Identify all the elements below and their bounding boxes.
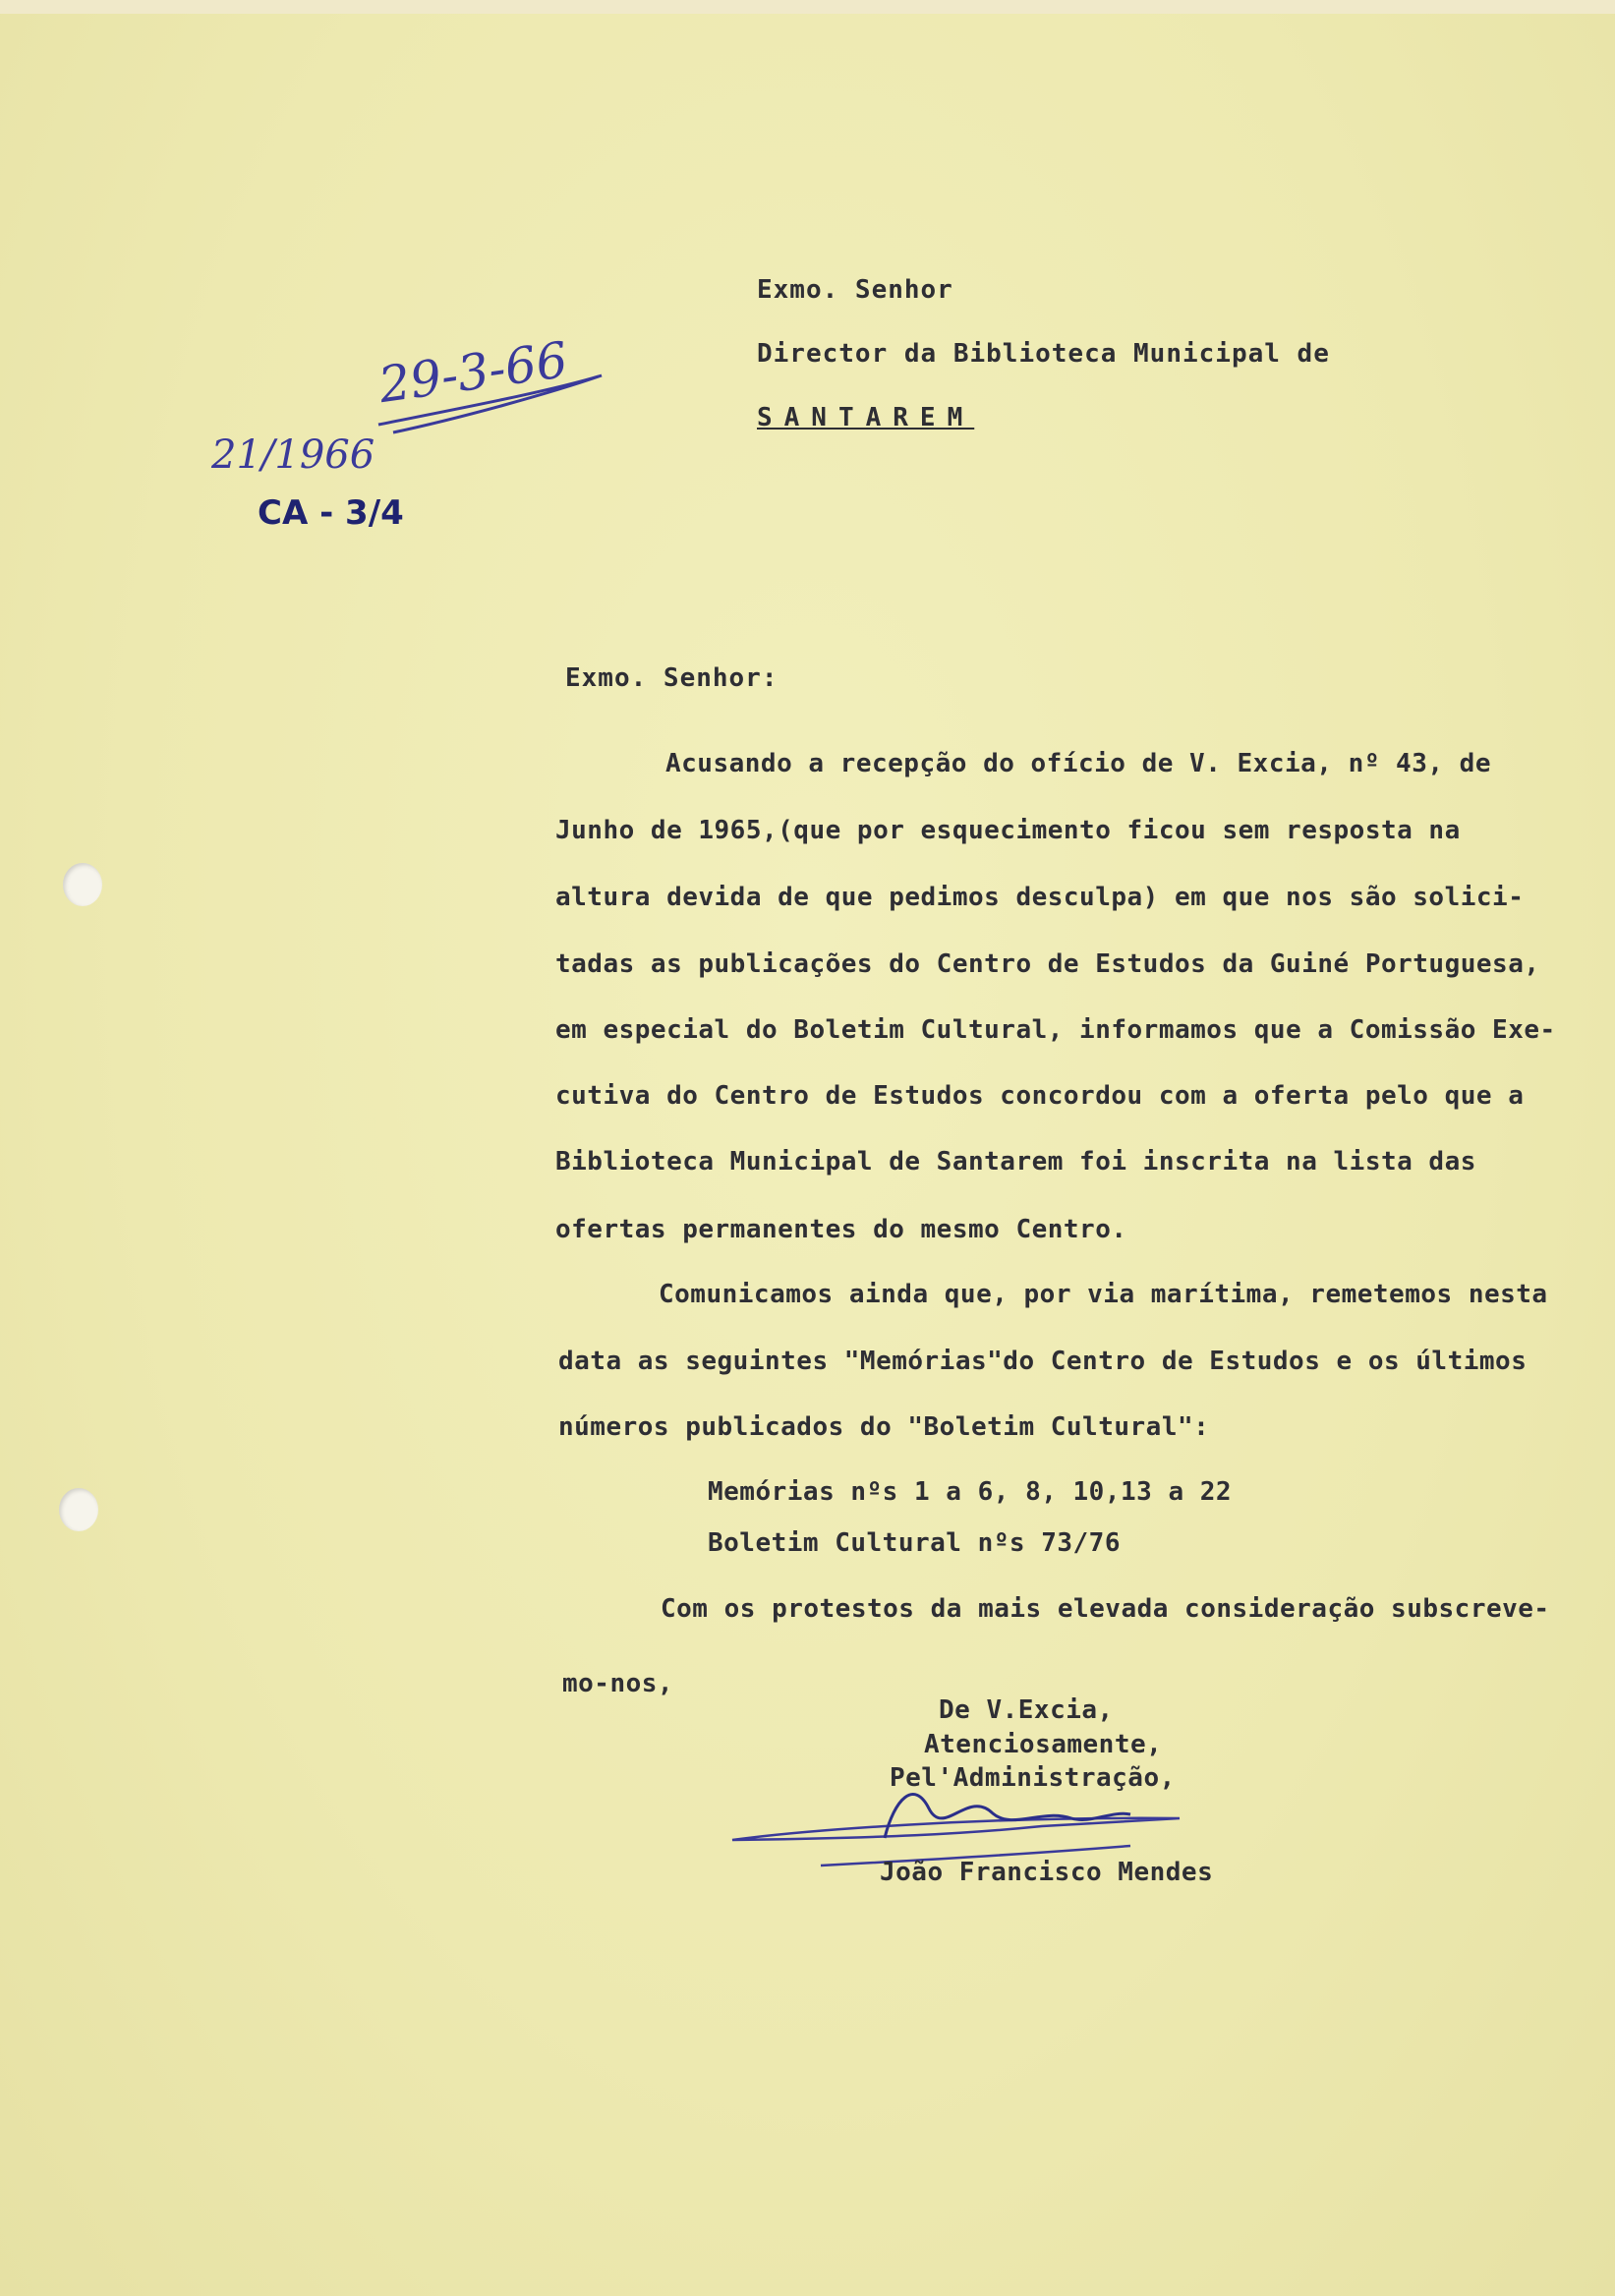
recipient-city: SANTAREM [757,403,975,432]
signature-flourish [732,1818,1180,1840]
paragraph1-line: altura devida de que pedimos desculpa) em que nos são solici- [555,883,1525,912]
signoff-line: De V.Excia, [939,1695,1114,1725]
handwritten-reference-number: 21/1966 [211,432,375,478]
paragraph1-line: Acusando a recepção do ofício de V. Excia, nº 43, de [665,749,1491,778]
signer-name: João Francisco Mendes [880,1858,1214,1887]
closing-line: Com os protestos da mais elevada consideração subscreve- [661,1594,1550,1624]
closing-line: mo-nos, [562,1669,674,1698]
date-underline-stroke [378,375,602,432]
publication-list-item: Memórias nºs 1 a 6, 8, 10,13 a 22 [708,1477,1233,1507]
paragraph2-line: Comunicamos ainda que, por via marítima, remetemos nesta [659,1280,1548,1309]
handwritten-reference-code: CA - 3/4 [258,493,404,533]
paragraph2-line: números publicados do "Boletim Cultural": [558,1412,1210,1442]
paragraph1-line: tadas as publicações do Centro de Estudos da Guiné Portuguesa, [555,949,1540,979]
paragraph1-line: ofertas permanentes do mesmo Centro. [555,1215,1127,1244]
paragraph1-line: Biblioteca Municipal de Santarem foi inscrita na lista das [555,1147,1476,1177]
publication-list-item: Boletim Cultural nºs 73/76 [708,1528,1121,1558]
letter-salutation: Exmo. Senhor: [565,663,779,693]
signature-scribble [885,1795,1130,1838]
paragraph2-line: data as seguintes "Memórias"do Centro de Estudos e os últimos [558,1347,1528,1376]
handwritten-date: 29-3-66 [375,330,571,415]
address-salutation: Exmo. Senhor [757,275,953,305]
recipient-title: Director da Biblioteca Municipal de [757,339,1330,369]
signoff-line: Pel'Administração, [890,1763,1176,1793]
paragraph1-line: cutiva do Centro de Estudos concordou com a oferta pelo que a [555,1081,1525,1111]
paragraph1-line: Junho de 1965,(que por esquecimento ficou sem resposta na [555,816,1461,845]
paragraph1-line: em especial do Boletim Cultural, informamos que a Comissão Exe- [555,1015,1556,1045]
signoff-line: Atenciosamente, [924,1730,1163,1759]
